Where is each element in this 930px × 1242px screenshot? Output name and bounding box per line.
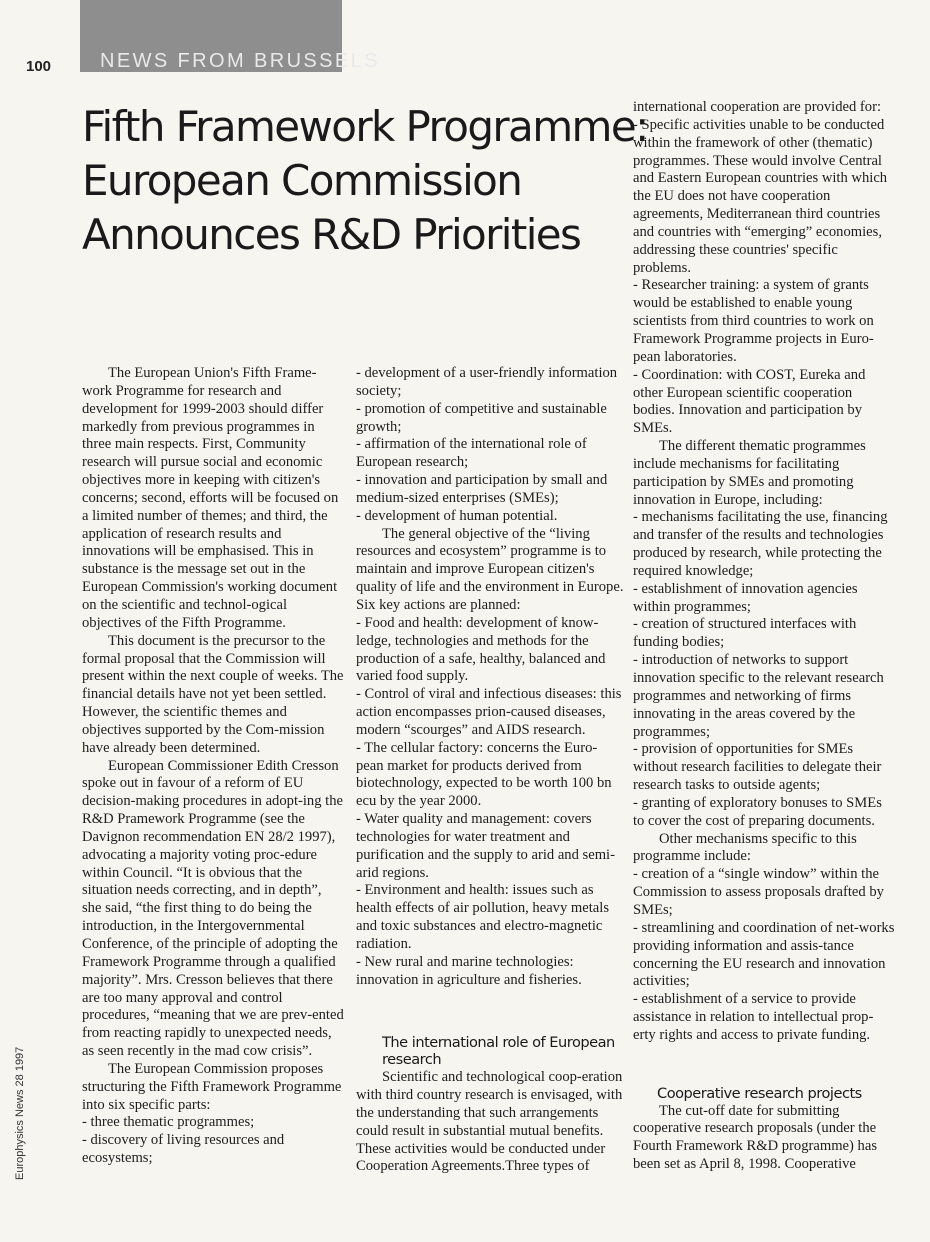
headline-line: European Commission xyxy=(82,156,522,205)
section-heading: Cooperative research projects xyxy=(657,1084,862,1102)
list-item: - Water quality and management: covers technologies for water treatment and purification and the supply to arid and semi-arid regions. xyxy=(356,811,615,881)
list-item: - The cellular factory: concerns the Euro-pean market for products derived from biotechnology, expected to be worth 100 bn ecu by the year 2000. xyxy=(356,739,612,810)
list-item: - creation of a “single window” within the Commission to assess proposals drafted by SMEs; xyxy=(633,866,884,918)
list-item: - New rural and marine technologies: innovation in agriculture and fisheries. xyxy=(356,953,582,988)
headline-line: Fifth Framework Programme: xyxy=(82,102,648,151)
section-label: NEWS FROM BRUSSELS xyxy=(100,50,380,72)
paragraph: This document is the precursor to the formal proposal that the Commission will present within the next couple of weeks. The financial details have not yet been settled. However, the scientific themes and objectives supported by the Com-mission have already been determined. xyxy=(82,632,344,756)
paragraph: The cut-off date for submitting cooperative research proposals (under the Fourth Framework R&D programme) has been set as April 8, 1998. Cooperative xyxy=(633,1102,877,1173)
paragraph: European Commissioner Edith Cresson spoke out in favour of a reform of EU decision-making procedures in adopt-ing the R&D Pramework Programme (see the Davignon recommendation EN 28/2 1997), advocating a majority voting proc-edure within Council. “It is obvious that the situation needs correcting, and in depth”, she said, “the first thing to do being the introduction, in the Intergovernmental Conference, of the principle of adopting the Framework Programme through a qualified majority”. Mrs. Cresson believes that there are too many approval and control procedures, “meaning that we are prev-ented from reacting rapidly to unexpected needs, as seen recently in the mad cow crisis”. xyxy=(82,757,344,1060)
paragraph: international cooperation are provided for: xyxy=(633,99,881,115)
section-heading: The international role of European research xyxy=(382,1033,615,1069)
headline xyxy=(82,100,648,262)
list-item: - Coordination: with COST, Eureka and other European scientific cooperation bodies. Innovation and participation by SMEs. xyxy=(633,366,866,437)
list-item: - development of human potential. xyxy=(356,507,558,524)
list-item: - development of a user-friendly information society; xyxy=(356,365,618,399)
list-item: - granting of exploratory bonuses to SMEs to cover the cost of preparing documents. xyxy=(633,794,882,829)
list-item: - promotion of competitive and sustainable growth; xyxy=(356,400,607,435)
article-column-1 xyxy=(82,365,344,1168)
list-item: - Specific activities unable to be conducted within the framework of other (thematic) programmes. These would involve Central and Eastern European countries with which the EU does not have cooperation agreements, Mediterranean third countries and countries with “emerging” economies, addressing these countries' specific problems. xyxy=(633,116,888,276)
headline-line: Announces R&D Priorities xyxy=(82,210,581,259)
article-column-3 xyxy=(633,99,895,1174)
paragraph: The general objective of the “living resources and ecosystem” programme is to maintain and improve European citizen's quality of life and the environment in Europe. Six key actions are planned: xyxy=(356,525,624,613)
list-item: - establishment of a service to provide assistance in relation to intellectual prop-erty rights and access to private funding. xyxy=(633,991,874,1043)
journal-footer: Europhysics News 28 1997 xyxy=(14,1046,26,1180)
list-item: - affirmation of the international role of European research; xyxy=(356,436,587,471)
list-item: - establishment of innovation agencies within programmes; xyxy=(633,580,858,615)
list-item: - Food and health: development of know-ledge, technologies and methods for the production of a safe, healthy, balanced and varied food supply. xyxy=(356,614,606,685)
list-item: - discovery of living resources and ecosystems; xyxy=(82,1132,285,1167)
paragraph: The European Union's Fifth Frame-work Programme for research and development for 1999-2003 should differ markedly from previous programmes in three main respects. First, Community research will pursue social and economic objectives more in keeping with citizen's concerns; second, efforts will be focused on a limited number of themes; and third, the application of research results and innovations will be emphasised. This in substance is the message set out in the European Commission's working document on the scientific and technol-ogical objectives of the Fifth Programme. xyxy=(82,365,339,631)
list-item: - innovation and participation by small and medium-sized enterprises (SMEs); xyxy=(356,472,608,506)
page-number: 100 xyxy=(26,58,52,75)
list-item: - creation of structured interfaces with funding bodies; xyxy=(633,616,857,651)
paragraph: The European Commission proposes structuring the Fifth Framework Programme into six specific parts: xyxy=(82,1060,342,1113)
list-item: - mechanisms facilitating the use, financing and transfer of the results and technologies produced by research, while protecting the required knowledge; xyxy=(633,509,888,579)
list-item: - Control of viral and infectious diseases: this action encompasses prion-caused diseases, modern “scourges” and AIDS research. xyxy=(356,686,622,738)
list-item: - provision of opportunities for SMEs without research facilities to delegate their research tasks to outside agents; xyxy=(633,741,882,794)
article-column-2 xyxy=(356,365,624,1176)
list-item: - Environment and health: issues such as health effects of air pollution, heavy metals and toxic substances and electro-magnetic radiation. xyxy=(356,882,610,952)
list-item: - streamlining and coordination of net-works providing information and assis-tance concerning the EU research and innovation activities; xyxy=(633,919,895,990)
list-item: - Researcher training: a system of grants would be established to enable young scientists from third countries to work on Framework Programme projects in Euro-pean laboratories. xyxy=(633,277,874,365)
paragraph: Scientific and technological coop-eration with third country research is envisaged, with the understanding that such arrangements could result in substantial mutual benefits. These activities would be conducted under Cooperation Agreements.Three types of xyxy=(356,1069,623,1175)
list-item: - introduction of networks to support innovation specific to the relevant research programmes and networking of firms innovating in the areas covered by the programmes; xyxy=(633,652,884,740)
paragraph: Other mechanisms specific to this programme include: xyxy=(633,830,857,865)
list-item: - three thematic programmes; xyxy=(82,1114,255,1131)
paragraph: The different thematic programmes include mechanisms for facilitating participation by SMEs and promoting innovation in Europe, including: xyxy=(633,438,866,508)
